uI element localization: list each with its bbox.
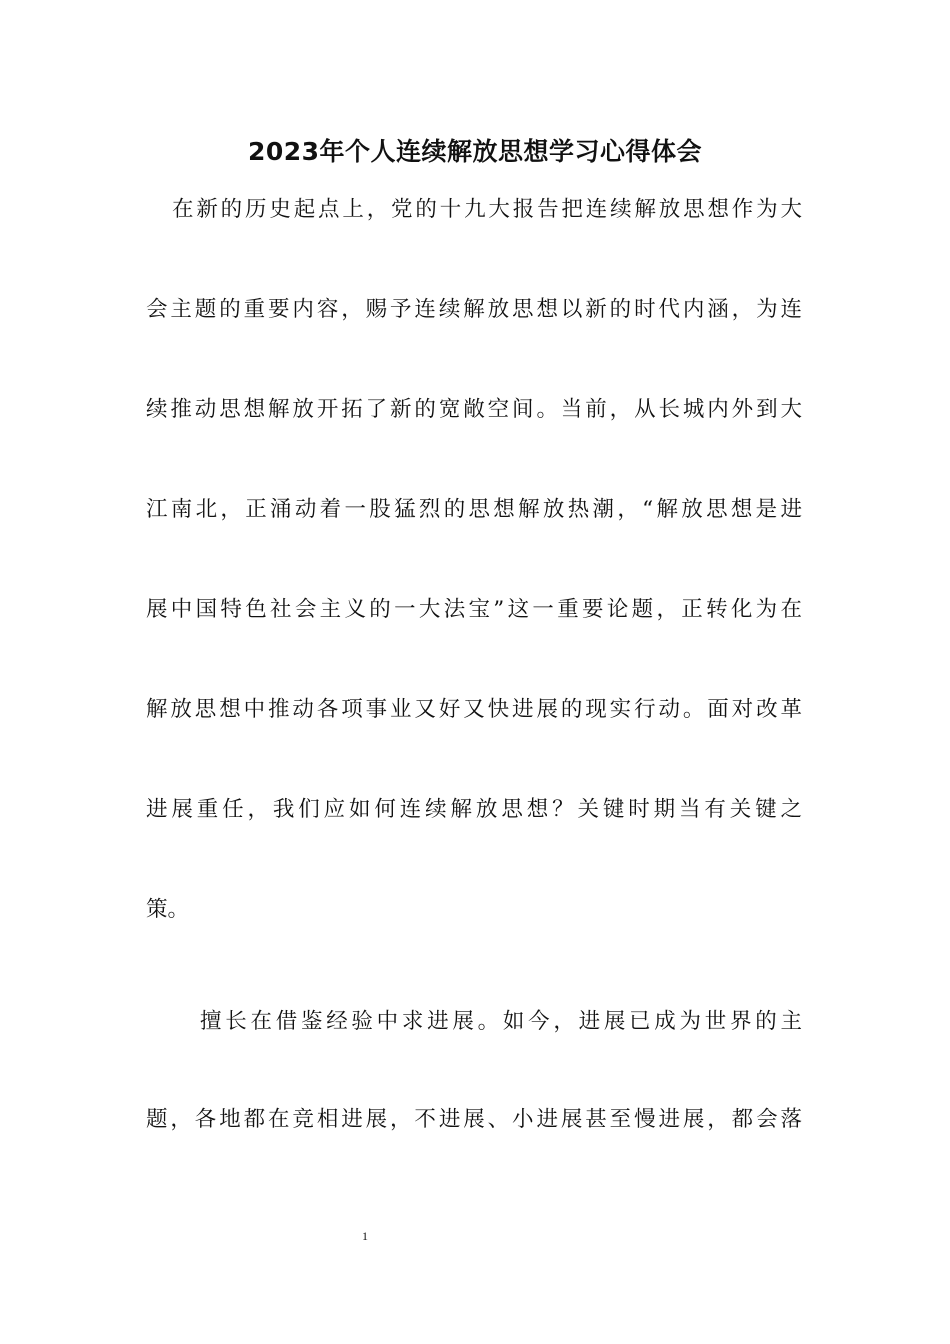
paragraph-1-line-3: 续推动思想解放开拓了新的宽敞空间。当前，从长城内外到大 bbox=[146, 397, 802, 422]
paragraph-1-line-2: 会主题的重要内容，赐予连续解放思想以新的时代内涵，为连 bbox=[146, 297, 802, 322]
paragraph-1-line-4: 江南北，正涌动着一股猛烈的思想解放热潮，“解放思想是进 bbox=[146, 497, 802, 522]
document-title: 2023年个人连续解放思想学习心得体会 bbox=[247, 137, 703, 166]
paragraph-2-line-1: 擅长在借鉴经验中求进展。如今，进展已成为世界的主 bbox=[200, 1009, 802, 1034]
paragraph-1-line-5: 展中国特色社会主义的一大法宝”这一重要论题，正转化为在 bbox=[146, 597, 802, 622]
paragraph-1-line-8: 策。 bbox=[146, 897, 190, 922]
paragraph-1-line-7: 进展重任，我们应如何连续解放思想？关键时期当有关键之 bbox=[146, 797, 802, 822]
page-number: 1 bbox=[362, 1229, 368, 1243]
paragraph-2-line-2: 题，各地都在竞相进展，不进展、小进展甚至慢进展，都会落 bbox=[146, 1107, 802, 1132]
paragraph-1-line-6: 解放思想中推动各项事业又好又快进展的现实行动。面对改革 bbox=[146, 697, 802, 722]
paragraph-1-line-1: 在新的历史起点上，党的十九大报告把连续解放思想作为大 bbox=[172, 197, 802, 222]
